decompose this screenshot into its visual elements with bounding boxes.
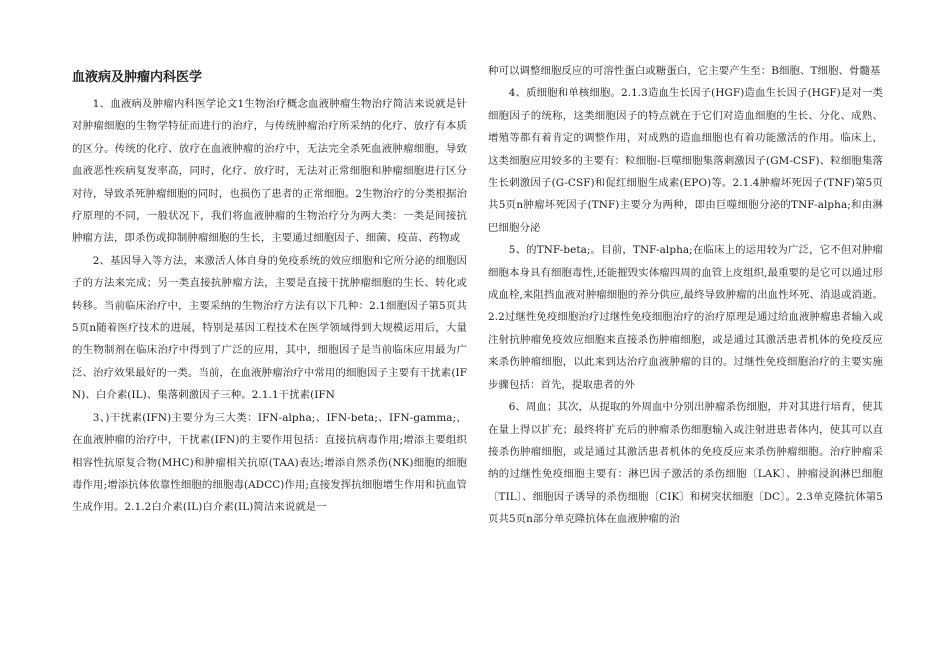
document-title: 血液病及肿瘤内科医学 (72, 70, 203, 85)
paragraph-1: 1、血液病及肿瘤内科医学论文1生物治疗概念血液肿瘤生物治疗简洁来说就是针对肿瘤细胞的生物学特征而进行的治疗，与传统肿瘤治疗所采纳的化疗、放疗有本质的区分。传统的化疗、放疗在血液肿瘤的治疗中，无法完全杀死血液肿瘤细胞，导致血液恶性疾病复发率高，同时，化疗、放疗时，无法对正常细胞和肿瘤细胞进行区分对待，导致杀死肿瘤细胞的同时，也损伤了患者的正常细胞。2生物治疗的分类根据治疗原理的不同，一般状况下，我们将血液肿瘤的生物治疗分为两大类：一类是间接抗肿瘤方法，即杀伤或抑制肿瘤细胞的生长，主要通过细胞因子、细菌、疫苗、药物或 (72, 98, 467, 245)
paragraph-3: 3、)干扰素(IFN)主要分为三大类：IFN-alpha;、IFN-beta;、IFN-gamma;，在血液肿瘤的治疗中，干扰素(IFN)的主要作用包括：直接抗病毒作用;增添主要组织相容性抗原复合物(MHC)和肿瘤相关抗原(TAA)表达;增添自然杀伤(NK)细胞的细胞毒作用;增添抗体依靠性细胞的细胞毒(ADCC)作用;直接发挥抗细胞增生作用和抗血管生成作用。2.1.2白介素(IL)白介素(IL)简洁来说就是一 (72, 411, 467, 514)
right-column (488, 60, 883, 531)
paragraph-5: 5、的TNF-beta;。目前，TNF-alpha;在临床上的运用较为广泛，它不但对肿瘤细胞本身具有细胞毒性,还能摧毁实体瘤四周的血管上皮组织,最重要的是它可以通过形成血栓,来阻挡血液对肿瘤细胞的养分供应,最终导致肿瘤的出血性坏死、消退或消逝。2.2过继性免疫细胞治疗过继性免疫细胞治疗的治疗原理是通过给血液肿瘤患者输入或注射抗肿瘤免疫效应细胞来直接杀伤肿瘤细胞，或是通过其激活患者机体的免疫反应来杀伤肿瘤细胞，以此来到达治疗血液肿瘤的目的。过继性免疫细胞治疗的主要实施步骤包括：首先，提取患者的外 (488, 244, 883, 391)
paragraph-2: 2、基因导入等方法，来激活人体自身的免疫系统的效应细胞和它所分泌的细胞因子的方法来完成；另一类直接抗肿瘤方法，主要是直接干扰肿瘤细胞的生长、转化或转移。当前临床治疗中，主要采纳的生物治疗方法有以下几种：2.1细胞因子第5页共5页n随着医疗技术的进展，特别是基因工程技术在医学领域得到大规模运用后，大量的生物制剂在临床治疗中得到了广泛的应用，其中，细胞因子是当前临床应用最为广泛、治疗效果最好的一类。当前，在血液肿瘤治疗中常用的细胞因子主要有干扰素(IFN)、白介素(IL)、集落刺激因子三种。2.1.1干扰素(IFN (72, 254, 467, 402)
paragraph-3-continued: 种可以调整细胞反应的可溶性蛋白或糖蛋白，它主要产生至：B细胞、T细胞、骨髓基 (488, 65, 881, 77)
left-column (72, 60, 467, 519)
paragraph-4: 4、质细胞和单核细胞。2.1.3造血生长因子(HGF)造血生长因子(HGF)是对一类细胞因子的统称，这类细胞因子的特点就在于它们对造血细胞的生长、分化、成熟、增殖等都有着肯定的调整作用，对成熟的造血细胞也有着功能激活的作用。临床上，这类细胞应用较多的主要有：粒细胞-巨噬细胞集落刺激因子(GM-CSF)、粒细胞集落生长刺激因子(G-CSF)和促红细胞生成素(EPO)等。2.1.4肿瘤坏死因子(TNF)第5页共5页n肿瘤坏死因子(TNF)主要分为两种，即由巨噬细胞分泌的TNF-alpha;和由淋巴细胞分泌 (488, 87, 883, 234)
paragraph-6: 6、周血；其次，从提取的外周血中分别出肿瘤杀伤细胞，并对其进行培育，使其在量上得以扩充；最终将扩充后的肿瘤杀伤细胞输入或注射进患者体内，使其可以直接杀伤肿瘤细胞，或是通过其激活患者机体的免疫反应来杀伤肿瘤细胞。治疗肿瘤采纳的过继性免疫细胞主要有：淋巴因子激活的杀伤细胞〔LAK〕、肿瘤浸润淋巴细胞〔TIL〕、细胞因子诱导的杀伤细胞〔CIK〕和树突状细胞〔DC〕。2.3单克隆抗体第5页共5页n部分单克隆抗体在血液肿瘤的治 (488, 401, 883, 526)
